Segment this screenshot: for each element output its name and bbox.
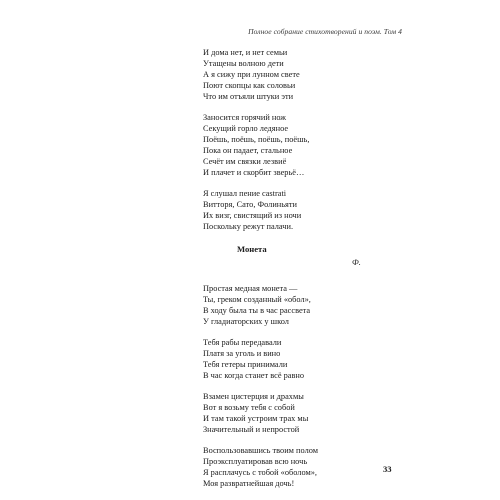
verse-line: Тебя гетеры принимали (203, 360, 288, 370)
verse-line: Взамен цистерция и драхмы (203, 392, 304, 402)
verse-line: Простая медная монета — (203, 284, 298, 294)
poem-heading (203, 244, 403, 268)
verse-line: Секущий горло ледяное (203, 123, 289, 133)
stanza (203, 189, 403, 233)
verse-line: В ходу была ты в час рассвета (203, 306, 311, 316)
page-number: 33 (383, 464, 392, 474)
verse-line: Проэксплуатировав всю ночь (203, 457, 308, 467)
running-header: Полное собрание стихотворений и поэм. Том 4 (248, 27, 402, 36)
verse-line: Вот я возьму тебя с собой (203, 403, 295, 413)
verse-line: Значительный и непростой (203, 425, 300, 435)
verse-line: Я расплачусь с тобой «оболом», (203, 468, 318, 478)
verse-line: Платя за уголь и вино (203, 349, 281, 359)
verse-line: В час когда станет всё равно (203, 371, 305, 381)
verse-line: Ты, греком созданный «обол», (203, 295, 311, 305)
poem-signature: Ф. (352, 258, 361, 268)
verse-line: У гладиаторских у школ (203, 317, 289, 327)
stanza (203, 446, 403, 490)
verse-line: Пока он падает, стальное (203, 145, 293, 155)
verse-line: Поют скопцы как соловьи (203, 80, 296, 90)
verse-line: Сечёт им связки лезвиё (203, 156, 287, 166)
verse-line: Поскольку режут палачи. (203, 221, 294, 231)
verse-line: Воспользовавшись твоим полом (203, 446, 319, 456)
poem-title: Монета (237, 244, 267, 255)
verse-line: И плачет и скорбит зверьё… (203, 167, 305, 177)
stanza (203, 338, 403, 382)
verse-line: И там такой устроим трах мы (203, 414, 309, 424)
verse-line: Утащены волною дети (203, 58, 284, 68)
verse-line: Моя развратнейшая дочь! (203, 479, 295, 489)
stanza (203, 113, 403, 179)
page-body (203, 48, 403, 490)
verse-line: Тебя рабы передавали (203, 338, 282, 348)
stanza (203, 392, 403, 436)
stanza (203, 48, 403, 103)
stanza (203, 284, 403, 328)
verse-line: Заносится горячий нож (203, 112, 287, 122)
verse-line: Я слушал пение castrati (203, 188, 287, 198)
verse-line: И дома нет, и нет семьи (203, 48, 288, 57)
verse-line: Витторя, Сато, Фолиньяти (203, 199, 298, 209)
poem-continuation (203, 48, 403, 232)
verse-line: Их визг, свистящий из ночи (203, 210, 302, 220)
poem (203, 244, 403, 490)
verse-line: Поёшь, поёшь, поёшь, поёшь, (203, 134, 310, 144)
verse-line: А я сижу при лунном свете (203, 69, 300, 79)
verse-line: Что им отъяли штуки эти (203, 91, 294, 101)
